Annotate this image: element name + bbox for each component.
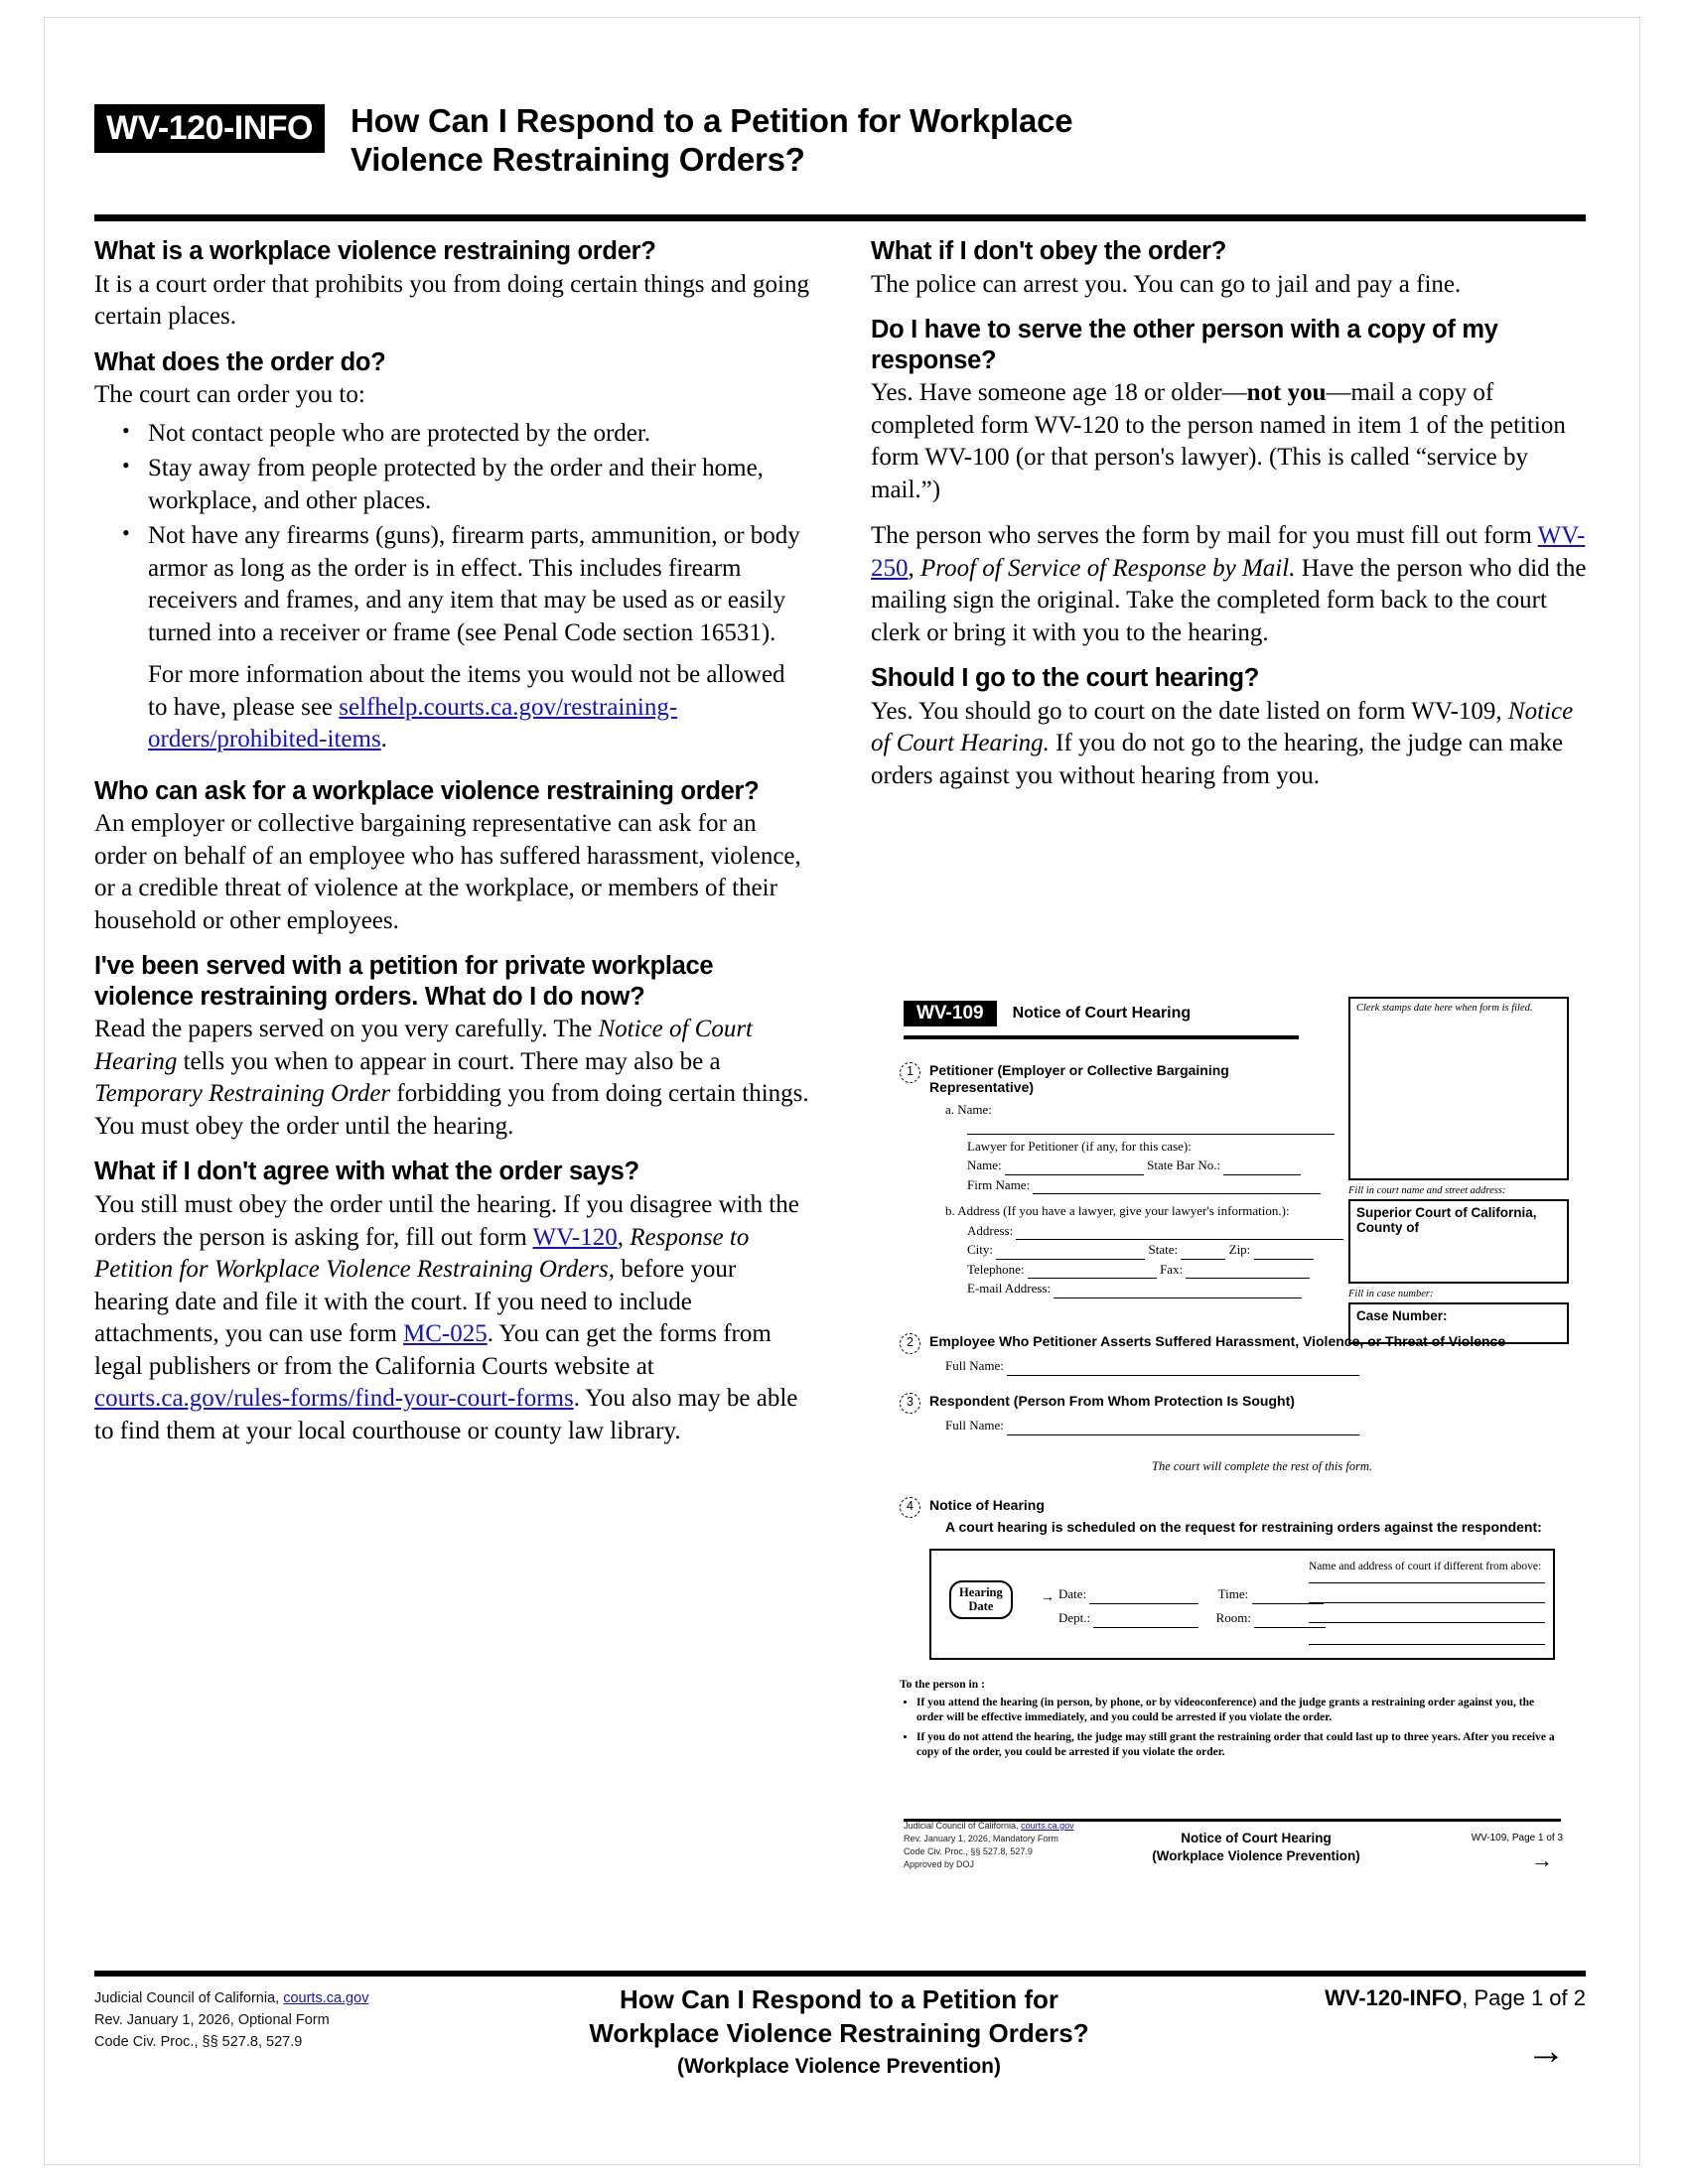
form-footer-left: [904, 1820, 1074, 1871]
item-1-title-line2: Representative): [929, 1079, 1035, 1096]
item-4-title: Notice of Hearing: [929, 1497, 1045, 1513]
footer-form-code: WV-120-INFO: [1325, 1985, 1463, 2010]
list-item: • If you attend the hearing (in person, by phone, or by videoconference) and the judge grants a restraining order against you, the order will be effective immediately, and you could be arrested if you violate the order.: [916, 1696, 1557, 1725]
item-1-title: [929, 1062, 1229, 1096]
served-text-c: forbidding you from doing certain things. You must obey the order until the hearing.: [94, 1080, 809, 1140]
address-line: [1016, 1226, 1343, 1240]
hearing-text-a: Yes. You should go to court on the date listed on form WV-109,: [871, 697, 1508, 725]
hearing-date-line: [1089, 1590, 1198, 1604]
form-sample-badge: WV-109: [904, 1001, 997, 1026]
item-3-number: 3: [900, 1393, 920, 1414]
court-address-caption: Name and address of court if different from above:: [1309, 1561, 1542, 1572]
court-address-line-3: [1309, 1622, 1545, 1623]
para-who-can-ask: An employer or collective bargaining representative can ask for an order on behalf of an employee who has suffered harassment, violence, or a credible threat of violence at the workplace, or members of their household or other employees.: [94, 810, 801, 934]
state-bar-label: State Bar No.:: [1147, 1158, 1221, 1173]
fax-line: [1186, 1265, 1310, 1279]
list-item: • If you do not attend the hearing, the judge may still grant the restraining order that could last up to three years. After you receive a copy of the order, you could be arrested if you violate the order.: [916, 1730, 1557, 1760]
employee-name-row: [945, 1356, 1555, 1376]
form-number-badge: WV-120-INFO: [94, 104, 325, 153]
page-sheet: [45, 18, 1639, 2164]
heading-should-i-go: Should I go to the court hearing?: [871, 664, 1259, 693]
petitioner-name-line: [967, 1134, 1335, 1135]
disagree-text-c: before your hearing date and file it with the court. If you need to include attachments, you can use form: [94, 1256, 737, 1348]
address-label: Address:: [967, 1222, 1014, 1238]
court-completes-note: The court will complete the rest of this form.: [1152, 1459, 1373, 1473]
telephone-line: [1028, 1265, 1157, 1279]
lawyer-name-label: Name:: [967, 1158, 1002, 1173]
serve-text-a: Yes. Have someone age 18 or older—: [871, 379, 1247, 407]
telephone-row: [967, 1260, 1366, 1280]
form-sample-header: [904, 1001, 1301, 1026]
clerk-stamp-box: [1348, 997, 1569, 1180]
court-address-line-2: [1309, 1602, 1545, 1603]
link-wv-120[interactable]: WV-120: [532, 1223, 618, 1251]
case-number-label: Case Number:: [1356, 1308, 1448, 1323]
heading-dont-agree: What if I don't agree with what the order says?: [94, 1158, 639, 1186]
list-item: • Not contact people who are protected by the order.: [128, 418, 809, 451]
hearing-room-label: Room:: [1215, 1610, 1252, 1625]
fax-label: Fax:: [1160, 1261, 1184, 1277]
respondent-name-label: Full Name:: [945, 1418, 1004, 1433]
petitioner-name-label: a. Name:: [945, 1102, 992, 1118]
link-mc-025[interactable]: MC-025: [403, 1320, 488, 1348]
list-order-provisions: [94, 418, 809, 650]
lawyer-name-line: [1005, 1161, 1144, 1175]
form-footer-line3: Code Civ. Proc., §§ 527.8, 527.9: [904, 1845, 1033, 1856]
hearing-date-label: Date:: [1058, 1586, 1087, 1601]
form-item-4: [900, 1497, 1555, 1536]
left-column: [94, 236, 809, 1461]
address-row: [967, 1221, 1366, 1241]
form-footer-link[interactable]: courts.ca.gov: [1021, 1820, 1074, 1831]
proof-text-a: The person who serves the form by mail for you must fill out form: [871, 522, 1538, 550]
serve-text-b: —mail a copy of completed form WV-120 to the person named in item 1 of the petition form WV-100 (or that person's lawyer). (This is called “service by mail.”): [871, 379, 1566, 503]
hearing-date-oval: [949, 1580, 1013, 1619]
footer-right: [1325, 1985, 1586, 2011]
bold-not-you: not you: [1246, 379, 1327, 407]
court-name-label: Superior Court of California, County of: [1356, 1205, 1537, 1235]
para-should-i-go: [871, 696, 1589, 793]
disagree-text-a: You still must obey the order until the hearing. If you disagree with the orders the person is asking for, fill out form: [94, 1191, 799, 1251]
firm-name-line: [1033, 1180, 1321, 1194]
email-row: [967, 1279, 1366, 1298]
form-footer-center: [1112, 1830, 1400, 1865]
hearing-dept-label: Dept.:: [1058, 1610, 1091, 1625]
para-dont-agree: [94, 1189, 809, 1447]
item-1-title-line1: Petitioner (Employer or Collective Bargaining: [929, 1062, 1229, 1078]
hearing-dept-line: [1093, 1614, 1198, 1628]
hearing-oval-line2: Date: [968, 1599, 994, 1614]
respondent-name-row: [945, 1416, 1555, 1435]
link-find-your-court-forms[interactable]: courts.ca.gov/rules-forms/find-your-court-forms: [94, 1385, 574, 1413]
hearing-oval-line1: Hearing: [959, 1585, 1003, 1599]
item-3-title: Respondent (Person From Whom Protection Is Sought): [929, 1393, 1295, 1409]
city-line: [996, 1246, 1145, 1260]
court-address-line-1: [1309, 1582, 1545, 1583]
heading-who-can-ask: Who can ask for a workplace violence restraining order?: [94, 776, 760, 805]
form-footer-center-line1: Notice of Court Hearing: [1181, 1830, 1332, 1845]
form-item-1: [900, 1062, 1366, 1298]
footer-left-line2: Rev. January 1, 2026, Optional Form: [94, 2012, 330, 2029]
para-prohibited-items-note: [148, 659, 809, 756]
italic-temporary-restraining-order: Temporary Restraining Order: [94, 1080, 391, 1108]
employee-name-line: [1007, 1362, 1359, 1376]
hearing-dept-row: [1058, 1608, 1326, 1628]
heading-dont-obey: What if I don't obey the order?: [871, 237, 1226, 265]
proof-text-b: ,: [908, 554, 920, 582]
item-4-number: 4: [900, 1497, 920, 1518]
list-item: • Not have any firearms (guns), firearm parts, ammunition, or body armor as long as the order is in effect. This includes firearm receivers and frames, and any item that may be used as or easily turned into a receiver or frame (see Penal Code section 16531).: [128, 520, 809, 649]
served-text-a: Read the papers served on you very carefully. The: [94, 1016, 599, 1043]
telephone-label: Telephone:: [967, 1261, 1025, 1277]
list-item: • Stay away from people protected by the order and their home, workplace, and other places.: [128, 453, 809, 517]
header-divider: [94, 214, 1586, 221]
heading-served-with-petition: I've been served with a petition for private workplace violence restraining orders. What do I do now?: [94, 952, 714, 1011]
notice-list: [900, 1696, 1557, 1760]
para-court-can-order: The court can order you to:: [94, 381, 365, 409]
column-gutter: [809, 236, 871, 1461]
form-footer-line4: Approved by DOJ: [904, 1858, 975, 1869]
prohibited-items-suffix: .: [380, 726, 387, 753]
state-label: State:: [1148, 1242, 1179, 1258]
form-footer-page: WV-109, Page 1 of 3: [1471, 1833, 1563, 1843]
lawyer-caption: Lawyer for Petitioner (if any, for this case):: [967, 1138, 1192, 1154]
heading-what-is-wvro: What is a workplace violence restraining order?: [94, 237, 656, 265]
form-next-page-arrow-icon: →: [1531, 1847, 1553, 1872]
wv-109-form-sample: [884, 991, 1581, 1879]
to-the-person-label: To the person in :: [900, 1679, 985, 1691]
italic-notice-of-court-hearing: Notice of Court Hearing: [94, 1016, 754, 1075]
hearing-arrow-icon: →: [1041, 1588, 1055, 1604]
footer-divider: [94, 1971, 1586, 1977]
next-page-arrow-icon: →: [1526, 2028, 1566, 2073]
hearing-time-label: Time:: [1217, 1586, 1249, 1601]
para-what-is-wvro: It is a court order that prohibits you from doing certain things and going certain places.: [94, 270, 809, 331]
form-footer-center-line2: (Workplace Violence Prevention): [1152, 1847, 1360, 1863]
form-sample-divider: [904, 1035, 1299, 1039]
respondent-notices: [900, 1678, 1557, 1765]
firm-name-label: Firm Name:: [967, 1176, 1031, 1192]
email-label: E-mail Address:: [967, 1281, 1052, 1297]
respondent-name-line: [1007, 1422, 1359, 1435]
page-title-line1: How Can I Respond to a Petition for Workplace: [350, 102, 1073, 139]
heading-serve-other-person: Do I have to serve the other person with a copy of my response?: [871, 316, 1498, 374]
employee-name-label: Full Name:: [945, 1358, 1004, 1373]
state-bar-line: [1223, 1161, 1301, 1175]
disagree-text-e: . You also may be able to find them at your local courthouse or county law library.: [94, 1385, 798, 1444]
page-header: [94, 102, 1586, 180]
court-address-line-4: [1309, 1644, 1545, 1645]
link-courts-ca-gov[interactable]: courts.ca.gov: [283, 1990, 369, 2006]
item-2-number: 2: [900, 1333, 920, 1354]
item-2-title: Employee Who Petitioner Asserts Suffered Harassment, Violence, or Threat of Violence: [929, 1333, 1506, 1349]
footer-left-line1: Judicial Council of California, courts.ca.gov: [94, 1990, 369, 2006]
page-title: [351, 102, 1072, 180]
item-4-subtitle: A court hearing is scheduled on the request for restraining orders against the respondent:: [945, 1519, 1542, 1535]
hearing-text-b: If you do not go to the hearing, the judge can make orders against you without hearing from you.: [871, 730, 1564, 789]
disagree-text-d: . You can get the forms from legal publishers or from the California Courts website at: [94, 1320, 772, 1380]
city-row: [967, 1240, 1366, 1260]
form-footer-line1: Judicial Council of California, courts.ca.gov: [904, 1820, 1074, 1831]
italic-notice-of-court-hearing-2: Notice of Court Hearing.: [871, 697, 1574, 757]
hearing-date-row: [1058, 1584, 1324, 1604]
address-caption: b. Address (If you have a lawyer, give your lawyer's information.):: [945, 1203, 1290, 1219]
served-text-b: tells you when to appear in court. There may also be a: [177, 1047, 721, 1075]
para-served-with-petition: [94, 1014, 809, 1143]
footer-page-number: , Page 1 of 2: [1462, 1985, 1586, 2010]
para-proof-of-service: [871, 520, 1589, 649]
case-number-caption: Fill in case number:: [1348, 1289, 1434, 1299]
link-wv-250[interactable]: WV-250: [871, 522, 1586, 582]
disagree-text-b: ,: [617, 1223, 631, 1251]
footer-center-line2: Workplace Violence Restraining Orders?: [589, 2017, 1089, 2048]
form-footer-line2: Rev. January 1, 2026, Mandatory Form: [904, 1833, 1058, 1843]
court-name-box: [1348, 1199, 1569, 1284]
prohibited-items-prefix: For more information about the items you would not be allowed to have, please see: [148, 661, 785, 721]
italic-response-to-petition: Response to Petition for Workplace Violence Restraining Orders,: [94, 1223, 750, 1284]
state-line: [1181, 1246, 1225, 1260]
page-title-line2: Violence Restraining Orders?: [350, 140, 805, 178]
italic-proof-of-service: Proof of Service of Response by Mail.: [920, 554, 1296, 582]
footer-left: [94, 1987, 368, 2053]
footer-center: [422, 1983, 1256, 2080]
proof-text-c: Have the person who did the mailing sign the original. Take the completed form back to the court clerk or bring it with you to the hearing.: [871, 554, 1587, 646]
city-label: City:: [967, 1242, 994, 1258]
heading-what-does-order-do: What does the order do?: [94, 347, 386, 376]
form-sample-title: Notice of Court Hearing: [1012, 1005, 1192, 1022]
footer-center-line3: (Workplace Violence Prevention): [677, 2054, 1001, 2078]
hearing-room-line: [1254, 1614, 1326, 1628]
firm-name-row: [967, 1175, 1366, 1195]
zip-line: [1254, 1246, 1314, 1260]
para-serve-other-person: [871, 377, 1589, 506]
footer-center-line1: How Can I Respond to a Petition for: [620, 1984, 1058, 2014]
form-item-3: [900, 1393, 1555, 1435]
form-item-2: [900, 1333, 1555, 1376]
court-caption: Fill in court name and street address:: [1348, 1185, 1506, 1196]
item-1-number: 1: [900, 1062, 920, 1083]
link-prohibited-items[interactable]: selfhelp.courts.ca.gov/restraining-orders/prohibited-items: [148, 693, 678, 753]
clerk-stamp-caption: Clerk stamps date here when form is filed.: [1356, 1003, 1533, 1014]
zip-label: Zip:: [1228, 1242, 1251, 1258]
hearing-details-box: [929, 1549, 1555, 1660]
para-dont-obey: The police can arrest you. You can go to jail and pay a fine.: [871, 270, 1462, 298]
footer-left-line3: Code Civ. Proc., §§ 527.8, 527.9: [94, 2034, 303, 2051]
email-line: [1054, 1285, 1302, 1298]
lawyer-name-row: [967, 1156, 1366, 1175]
